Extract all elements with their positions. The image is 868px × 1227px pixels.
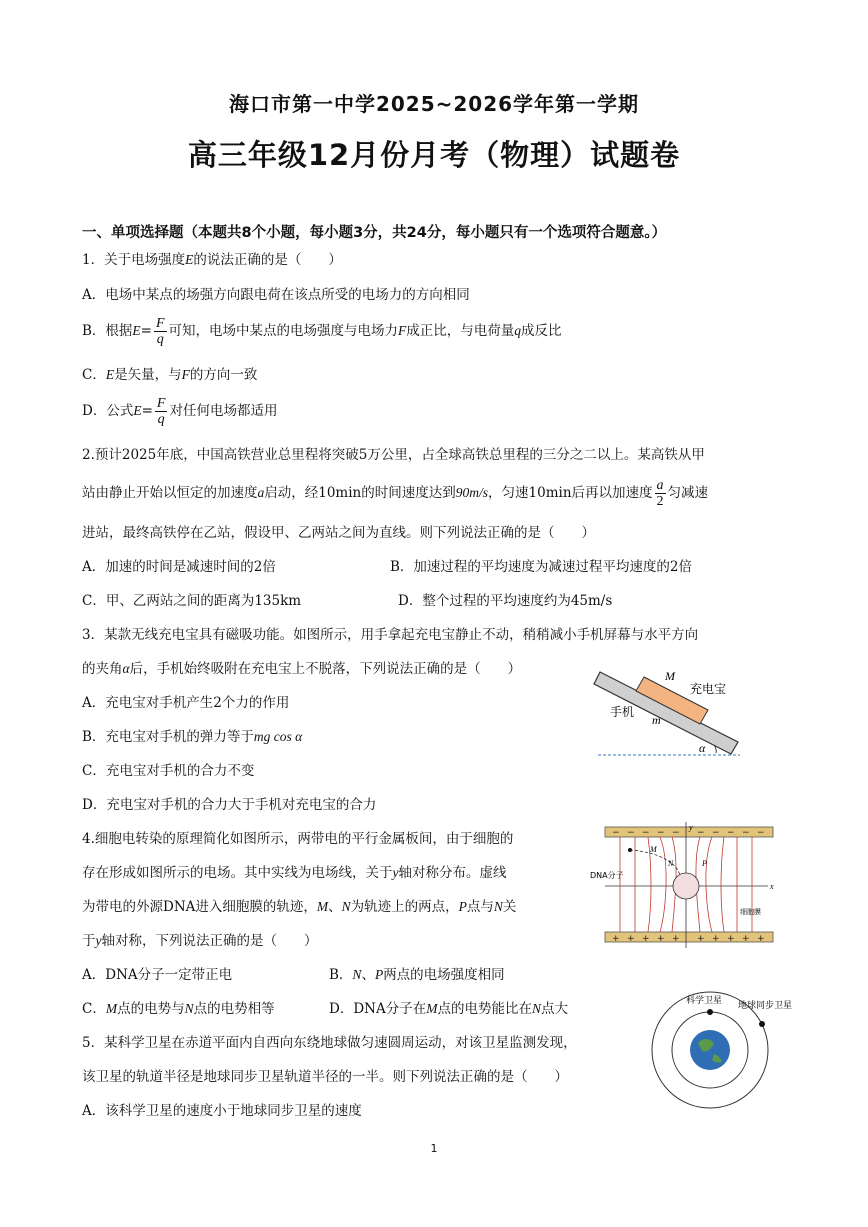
q4-option-b: B．N、P两点的电场强度相同 xyxy=(329,967,505,983)
svg-text:−: − xyxy=(727,828,735,838)
q4-line-3: 为带电的外源DNA进入细胞膜的轨迹，M、N为轨迹上的两点，P点与N关 xyxy=(82,899,517,915)
geostationary-satellite-dot xyxy=(759,1021,765,1027)
science-satellite-dot xyxy=(707,1009,713,1015)
svg-text:−: − xyxy=(712,828,720,838)
svg-text:+: + xyxy=(627,934,635,944)
q2-option-b: B．加速过程的平均速度为减速过程平均速度的2倍 xyxy=(390,559,693,575)
svg-text:+: + xyxy=(672,934,680,944)
q1-option-d: D．公式E= $\frac{F}{q}$ 对任何电场都适用 xyxy=(82,396,278,427)
svg-text:+: + xyxy=(697,934,705,944)
svg-text:+: + xyxy=(657,934,665,944)
q1-option-a: A．电场中某点的场强方向跟电荷在该点所受的电场力的方向相同 xyxy=(82,287,470,303)
q5-figure-orbits xyxy=(640,988,820,1112)
q2-line-1: 2.预计2025年底，中国高铁营业总里程将突破5万公里，占全球高铁总里程的三分之二以上。某高铁从甲 xyxy=(82,447,705,463)
svg-text:−: − xyxy=(627,828,635,838)
svg-text:P: P xyxy=(702,859,707,868)
svg-text:y: y xyxy=(689,823,693,832)
q4-figure-electroporation xyxy=(590,822,780,948)
exam-title: 高三年级12月份月考（物理）试题卷 xyxy=(187,138,681,172)
svg-text:M: M xyxy=(650,845,657,854)
svg-text:+: + xyxy=(727,934,735,944)
svg-text:+: + xyxy=(757,934,765,944)
cell-shape xyxy=(673,873,699,899)
q1-option-b: B．根据E= $\frac{F}{q}$ 可知，电场中某点的电场强度与电场力F成正比，与电荷量q成反比 xyxy=(82,316,562,347)
label-power-bank: 充电宝 xyxy=(690,682,727,696)
q2-option-a: A．加速的时间是减速时间的2倍 xyxy=(82,559,276,575)
q2-option-d: D．整个过程的平均速度约为45m/s xyxy=(398,593,613,609)
svg-text:−: − xyxy=(697,828,705,838)
q3-option-d: D．充电宝对手机的合力大于手机对充电宝的合力 xyxy=(82,797,377,813)
q4-option-d: D．DNA分子在M点的电势能比在N点大 xyxy=(329,1001,568,1017)
label-alpha: α xyxy=(699,741,706,755)
label-phone: 手机 xyxy=(610,705,635,719)
svg-text:−: − xyxy=(657,828,665,838)
label-science-satellite: 科学卫星 xyxy=(686,996,723,1006)
label-M: M xyxy=(665,669,675,683)
q3-figure-phone-powerbank xyxy=(590,660,750,770)
q3-option-a: A．充电宝对手机产生2个力的作用 xyxy=(82,695,290,711)
q3-option-c: C．充电宝对手机的合力不变 xyxy=(82,763,255,779)
fraction-f-over-q: $\frac{F}{q}$ xyxy=(155,316,165,347)
earth-shape xyxy=(690,1030,730,1070)
svg-text:−: − xyxy=(757,828,765,838)
school-line: 海口市第一中学2025~2026学年第一学期 xyxy=(228,92,640,116)
label-m: m xyxy=(652,713,661,727)
svg-text:+: + xyxy=(612,934,620,944)
svg-text:−: − xyxy=(672,828,680,838)
q1-stem: 1．关于电场强度E的说法正确的是（ ） xyxy=(82,252,342,268)
svg-text:N: N xyxy=(668,859,674,868)
fraction-f-over-q: $\frac{F}{q}$ xyxy=(156,396,166,427)
svg-text:x: x xyxy=(770,882,774,891)
q4-option-a: A．DNA分子一定带正电 xyxy=(82,967,233,983)
svg-text:−: − xyxy=(612,828,620,838)
q4-option-c: C．M点的电势与N点的电势相等 xyxy=(82,1001,275,1017)
q2-option-c: C．甲、乙两站之间的距离为135km xyxy=(82,593,302,609)
q1-option-c: C．E是矢量，与F的方向一致 xyxy=(82,367,258,383)
svg-text:−: − xyxy=(642,828,650,838)
section-heading: 一、单项选择题（本题共8个小题，每小题3分，共24分，每小题只有一个选项符合题意。） xyxy=(82,225,667,241)
q4-line-2: 存在形成如图所示的电场。其中实线为电场线，关于y轴对称分布。虚线 xyxy=(82,865,507,881)
q5-option-a: A．该科学卫星的速度小于地球同步卫星的速度 xyxy=(82,1103,362,1119)
q5-line-2: 该卫星的轨道半径是地球同步卫星轨道半径的一半。则下列说法正确的是（ ） xyxy=(82,1069,568,1085)
svg-text:DNA分子: DNA分子 xyxy=(590,871,624,880)
svg-text:+: + xyxy=(712,934,720,944)
svg-text:−: − xyxy=(742,828,750,838)
svg-text:细胞膜: 细胞膜 xyxy=(740,908,761,916)
dna-molecule-dot xyxy=(628,848,632,852)
svg-text:+: + xyxy=(742,934,750,944)
q3-option-b: B．充电宝对手机的弹力等于mg cos α xyxy=(82,729,303,745)
q3-line-2: 的夹角α后，手机始终吸附在充电宝上不脱落，下列说法正确的是（ ） xyxy=(82,661,522,677)
svg-text:+: + xyxy=(642,934,650,944)
q2-line-2: 站由静止开始以恒定的加速度a启动，经10min的时间速度达到90m/s，匀速10min后再以加速度 $\frac{a}{2}$ 匀减速 xyxy=(82,478,709,509)
q4-line-4: 于y轴对称，下列说法正确的是（ ） xyxy=(82,933,318,949)
q3-line-1: 3．某款无线充电宝具有磁吸功能。如图所示，用手拿起充电宝静止不动，稍稍减小手机屏幕与水平方向 xyxy=(82,627,699,643)
q5-line-1: 5．某科学卫星在赤道平面内自西向东绕地球做匀速圆周运动，对该卫星监测发现， xyxy=(82,1035,577,1051)
page-number: 1 xyxy=(430,1142,438,1155)
q2-line-3: 进站，最终高铁停在乙站，假设甲、乙两站之间为直线。则下列说法正确的是（ ） xyxy=(82,525,595,541)
fraction-a-over-2: $\frac{a}{2}$ xyxy=(656,478,664,509)
label-geostationary-satellite: 地球同步卫星 xyxy=(738,1001,793,1011)
q4-line-1: 4.细胞电转染的原理简化如图所示，两带电的平行金属板间，由于细胞的 xyxy=(82,831,514,847)
